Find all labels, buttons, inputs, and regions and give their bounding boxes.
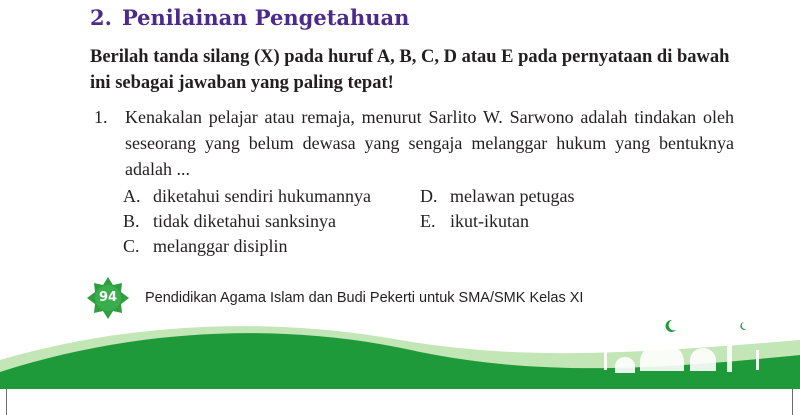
option-letter: B. bbox=[123, 211, 140, 231]
section-title bbox=[90, 5, 409, 30]
option-letter: A. bbox=[123, 186, 141, 206]
option-c bbox=[123, 234, 287, 259]
question-text: Kenakalan pelajar atau remaja, menurut Sarlito W. Sarwono adalah tindakan oleh seseorang yang belum dewasa yang sengaja melanggar hukum yang bentuknya adalah ... bbox=[125, 107, 734, 179]
option-text: melawan petugas bbox=[450, 186, 575, 206]
instruction-text: Berilah tanda silang (X) pada huruf A, B, C, D atau E pada pernyataan di bawah ini sebagai jawaban yang paling tepat! bbox=[90, 47, 730, 93]
option-text: diketahui sendiri hukumannya bbox=[153, 186, 371, 206]
section-number: 2. bbox=[90, 5, 112, 30]
option-letter: E. bbox=[420, 211, 436, 231]
question-number: 1. bbox=[94, 107, 108, 127]
option-d bbox=[420, 184, 574, 209]
book-title: Pendidikan Agama Islam dan Budi Pekerti untuk SMA/SMK Kelas XI bbox=[145, 290, 584, 306]
question-1 bbox=[94, 104, 734, 182]
option-letter: C. bbox=[123, 236, 140, 256]
option-e bbox=[420, 209, 529, 234]
option-text: ikut-ikutan bbox=[450, 211, 529, 231]
section-heading: Penilainan Pengetahuan bbox=[121, 5, 410, 30]
page-number: 94 bbox=[98, 290, 118, 305]
option-text: melanggar disiplin bbox=[153, 236, 288, 256]
page-number-badge bbox=[86, 276, 130, 320]
option-text: tidak diketahui sanksinya bbox=[153, 211, 336, 231]
page-edge-mark bbox=[792, 389, 793, 415]
page-edge-mark bbox=[6, 389, 7, 415]
crescent-moon-icon bbox=[740, 322, 747, 330]
option-a bbox=[123, 184, 371, 209]
option-b bbox=[123, 209, 336, 234]
option-letter: D. bbox=[420, 186, 438, 206]
